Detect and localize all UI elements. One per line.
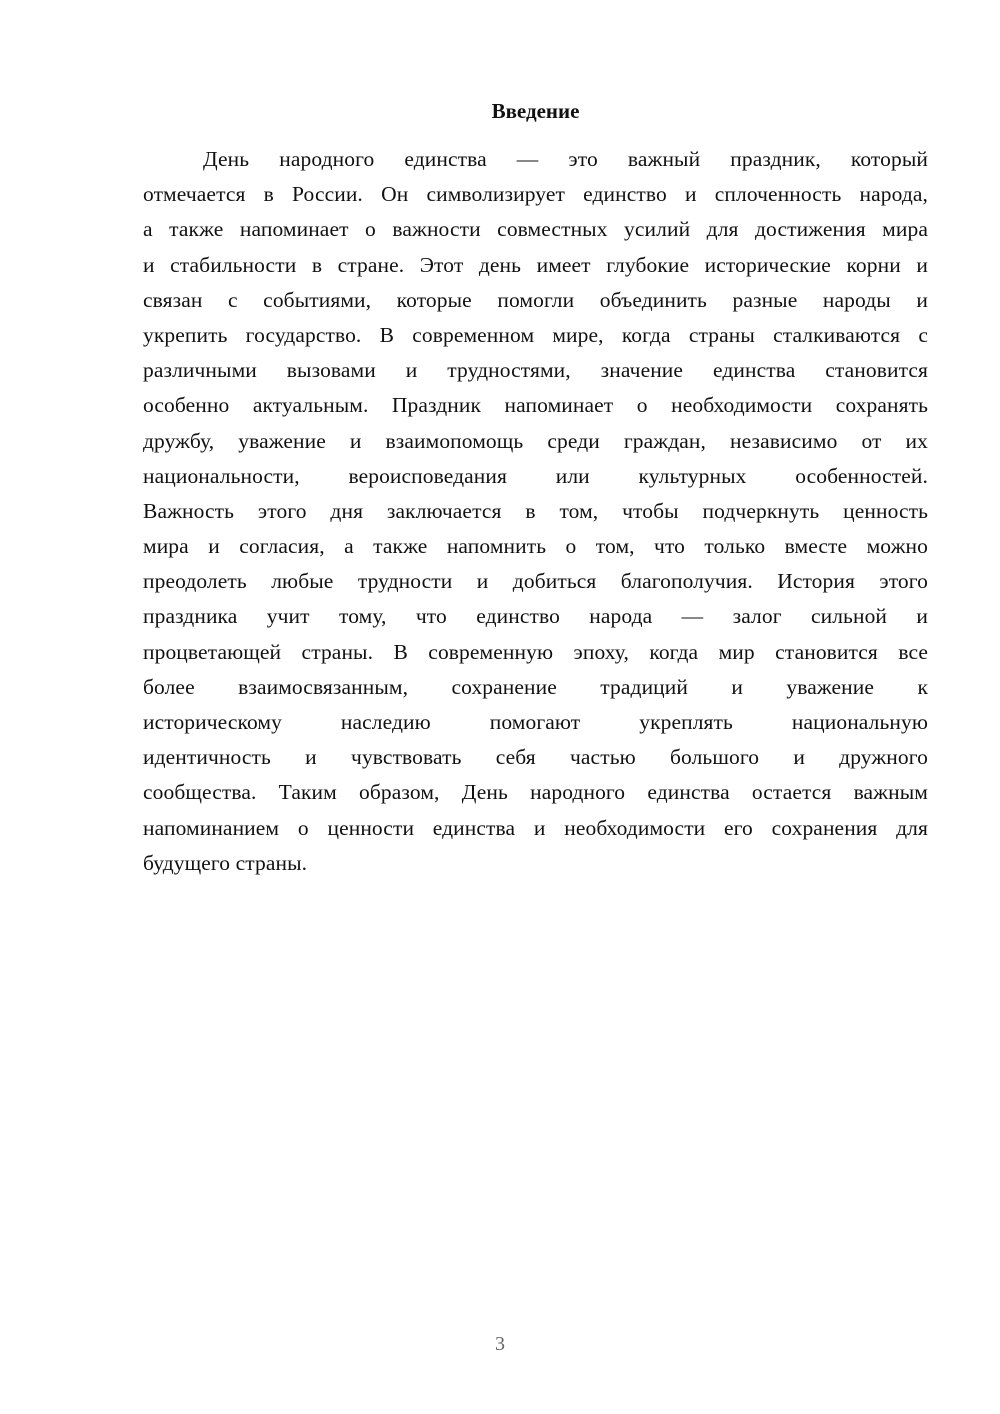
paragraph-line: напоминанием о ценности единства и необходимости его сохранения для [143, 815, 928, 840]
paragraph-line: процветающей страны. В современную эпоху, когда мир становится все [143, 639, 928, 664]
paragraph-line: особенно актуальным. Праздник напоминает о необходимости сохранять [143, 393, 928, 418]
page-number: 3 [495, 1333, 505, 1355]
paragraph-line: отмечается в России. Он символизирует единство и сплоченность народа, [143, 182, 928, 207]
section-heading: Введение [491, 99, 580, 123]
paragraph-line: сообщества. Таким образом, День народного единства остается важным [143, 780, 928, 805]
paragraph-line: историческому наследию помогают укреплять национальную [143, 710, 928, 734]
paragraph-line: а также напоминает о важности совместных усилий для достижения мира [143, 217, 928, 242]
paragraph-line: национальности, вероисповедания или культурных особенностей. [143, 463, 928, 488]
paragraph-line: День народного единства — это важный праздник, который [203, 147, 928, 171]
paragraph-line: различными вызовами и трудностями, значение единства становится [143, 358, 928, 383]
paragraph-line: и стабильности в стране. Этот день имеет глубокие исторические корни и [143, 252, 928, 277]
paragraph-line: укрепить государство. В современном мире, когда страны сталкиваются с [143, 322, 928, 347]
paragraph-line: связан с событиями, которые помогли объединить разные народы и [143, 287, 928, 312]
paragraph-line: дружбу, уважение и взаимопомощь среди граждан, независимо от их [143, 428, 928, 453]
paragraph-line: будущего страны. [143, 850, 308, 875]
paragraph-line: идентичность и чувствовать себя частью большого и дружного [143, 745, 928, 770]
paragraph-line: Важность этого дня заключается в том, чтобы подчеркнуть ценность [143, 498, 928, 523]
paragraph-line: более взаимосвязанным, сохранение традиций и уважение к [143, 674, 928, 699]
paragraph-line: праздника учит тому, что единство народа — залог сильной и [143, 604, 928, 629]
paragraph-line: мира и согласия, а также напомнить о том, что только вместе можно [143, 534, 928, 559]
paragraph-line: преодолеть любые трудности и добиться благополучия. История этого [143, 569, 928, 594]
intro-paragraph [143, 142, 928, 881]
